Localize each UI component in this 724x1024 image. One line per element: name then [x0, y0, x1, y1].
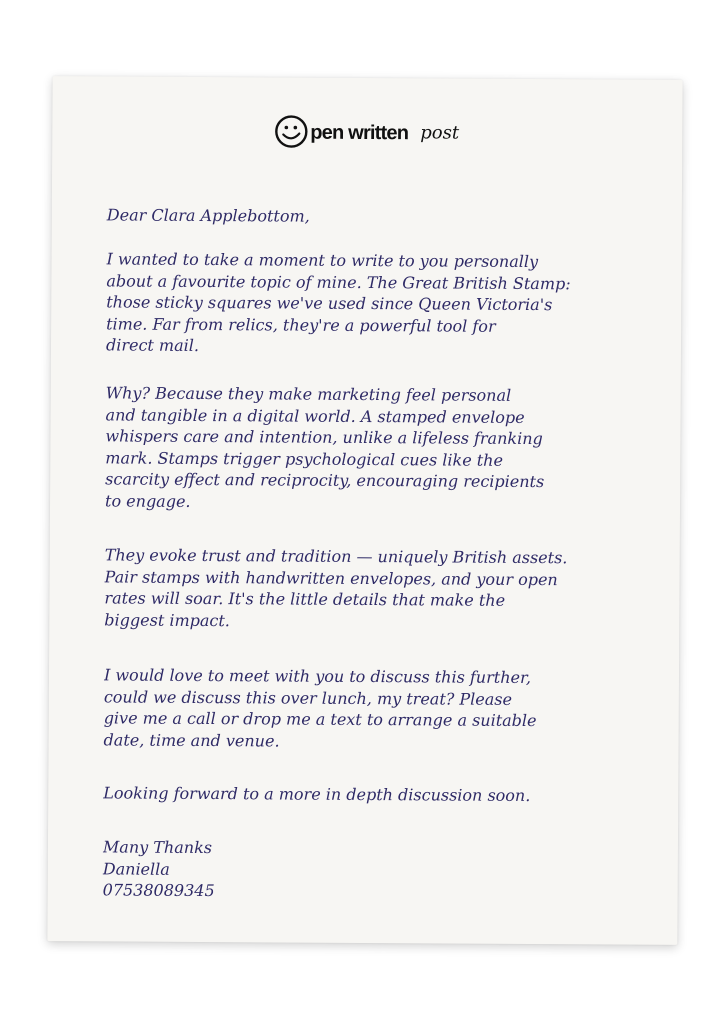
letter-paragraph-1	[106, 248, 647, 359]
letter-signoff	[103, 836, 643, 904]
svg-text:pen written: pen written	[310, 121, 409, 145]
brand-logo	[52, 110, 682, 154]
letter-paragraph-3	[104, 544, 645, 633]
pen-written-post-logo	[272, 111, 462, 152]
letter-closing: Looking forward to a more in depth discussion soon.	[103, 783, 531, 806]
paragraph-line: date, time and venue.	[103, 729, 280, 750]
smiley-face-icon	[276, 116, 306, 146]
paragraph-line: I would love to meet with you to discuss this further,	[103, 665, 532, 688]
paragraph-line: time. Far from relics, they're a powerful tool for	[106, 313, 496, 336]
signoff-name: Daniella	[102, 858, 170, 879]
letter-salutation: Dear Clara Applebottom,	[106, 205, 310, 226]
paragraph-line: whispers care and intention, unlike a lifeless franking	[105, 426, 543, 449]
paragraph-line: about a favourite topic of mine. The Great British Stamp:	[106, 270, 571, 293]
paragraph-line: They evoke trust and tradition — uniquely British assets.	[104, 545, 568, 568]
paragraph-line: give me a call or drop me a text to arrange a suitable	[103, 708, 537, 731]
signoff-phone: 07538089345	[102, 880, 215, 901]
paragraph-line: rates will soar. It's the little details that make the	[104, 588, 506, 610]
signoff-thanks: Many Thanks	[102, 837, 213, 858]
paragraph-line: could we discuss this over lunch, my treat? Please	[103, 686, 513, 709]
paragraph-line: mark. Stamps trigger psychological cues like the	[105, 447, 504, 470]
paragraph-line: I wanted to take a moment to write to you personally	[106, 249, 539, 272]
paragraph-line: to engage.	[104, 490, 191, 511]
paragraph-line: direct mail.	[105, 335, 200, 355]
paragraph-line: biggest impact.	[104, 609, 230, 630]
letter-paragraph-2	[105, 382, 646, 514]
paragraph-line: those sticky squares we've used since Queen Victoria's	[106, 292, 553, 315]
letter-paragraph-4	[104, 664, 645, 753]
paragraph-line: scarcity effect and reciprocity, encouraging recipients	[105, 469, 545, 492]
paragraph-line: Pair stamps with handwritten envelopes, and your open	[104, 566, 558, 589]
letter-paper	[47, 76, 682, 945]
paragraph-line: and tangible in a digital world. A stamped envelope	[105, 404, 525, 427]
svg-text:post: post	[420, 122, 460, 144]
paragraph-line: Why? Because they make marketing feel personal	[105, 383, 512, 405]
